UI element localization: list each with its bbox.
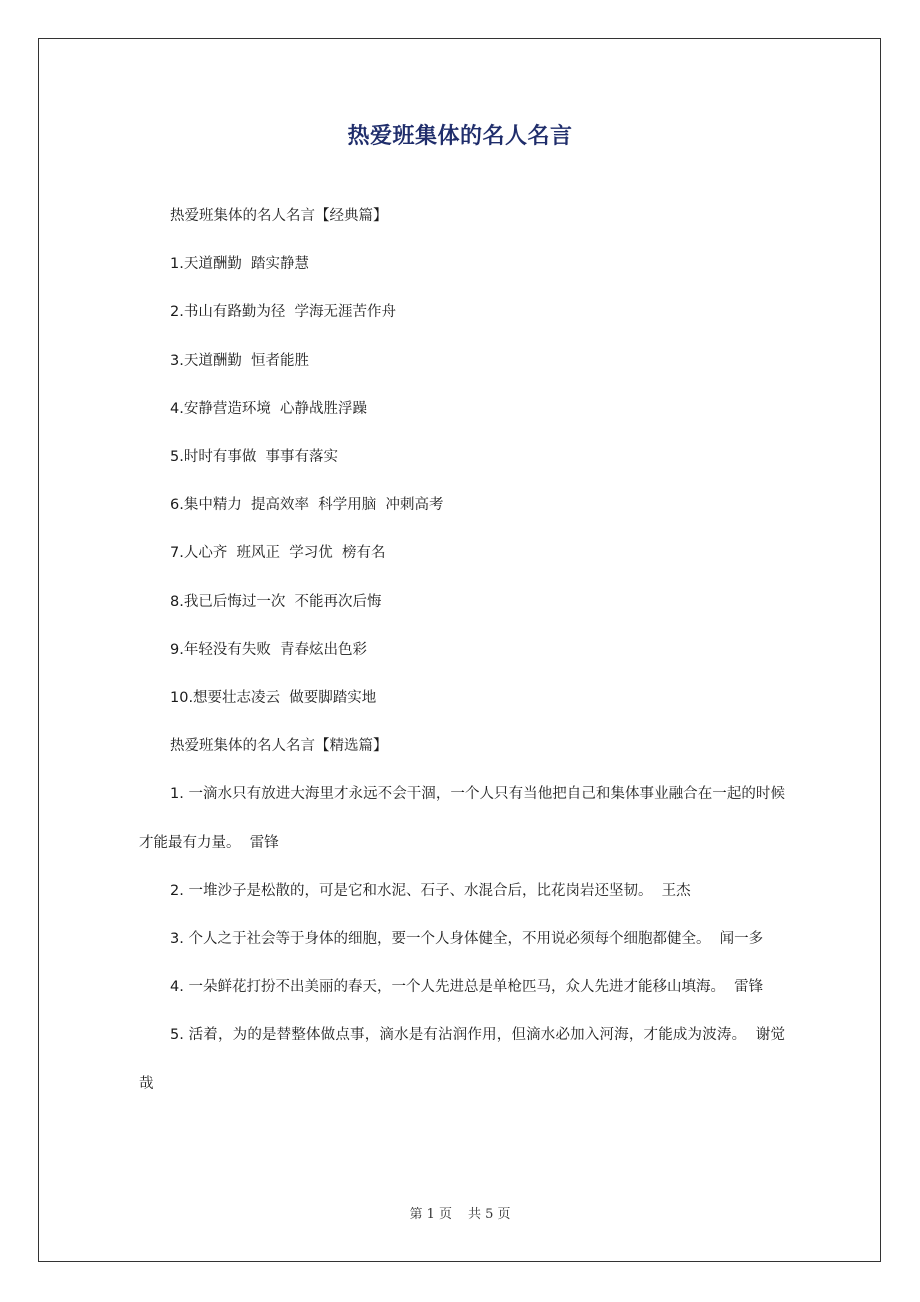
list-item: 5.时时有事做 事事有落实 xyxy=(170,449,339,466)
quote-item: 2. 一堆沙子是松散的，可是它和水泥、石子、水混合后，比花岗岩还坚韧。 王杰 xyxy=(170,882,691,899)
list-item: 7.人心齐 班风正 学习优 榜有名 xyxy=(170,545,386,562)
current-page-number: 第 1 页 xyxy=(409,1207,452,1222)
list-item: 4.安静营造环境 心静战胜浮躁 xyxy=(170,400,368,417)
list-item: 1.天道酬勤 踏实静慧 xyxy=(170,256,310,273)
quote-item: 3. 个人之于社会等于身体的细胞，要一个人身体健全，不用说必须每个细胞都健全。 闻一多 xyxy=(170,931,764,948)
document-title: 热爱班集体的名人名言 xyxy=(347,124,573,149)
quote-item: 1. 一滴水只有放进大海里才永远不会干涸，一个人只有当他把自己和集体事业融合在一起的时候才能最有力量。 雷锋 xyxy=(139,786,785,851)
document-body xyxy=(139,192,785,1108)
list-item: 2.书山有路勤为径 学海无涯苦作舟 xyxy=(170,304,397,321)
quote-item: 5. 活着，为的是替整体做点事，滴水是有沾润作用，但滴水必加入河海，才能成为波涛。 谢觉哉 xyxy=(139,1027,785,1092)
quote-item: 4. 一朵鲜花打扮不出美丽的春天，一个人先进总是单枪匹马，众人先进才能移山填海。 雷锋 xyxy=(170,979,764,996)
list-item: 8.我已后悔过一次 不能再次后悔 xyxy=(170,593,382,610)
section-heading-selected: 热爱班集体的名人名言【精选篇】 xyxy=(170,738,388,755)
list-item: 6.集中精力 提高效率 科学用脑 冲刺高考 xyxy=(170,497,444,514)
list-item: 3.天道酬勤 恒者能胜 xyxy=(170,352,310,369)
list-item: 10.想要壮志凌云 做要脚踏实地 xyxy=(170,690,377,707)
page-footer xyxy=(0,1205,920,1225)
section-heading-classic: 热爱班集体的名人名言【经典篇】 xyxy=(170,208,388,224)
list-item: 9.年轻没有失败 青春炫出色彩 xyxy=(170,641,368,658)
total-pages: 共 5 页 xyxy=(468,1207,511,1222)
